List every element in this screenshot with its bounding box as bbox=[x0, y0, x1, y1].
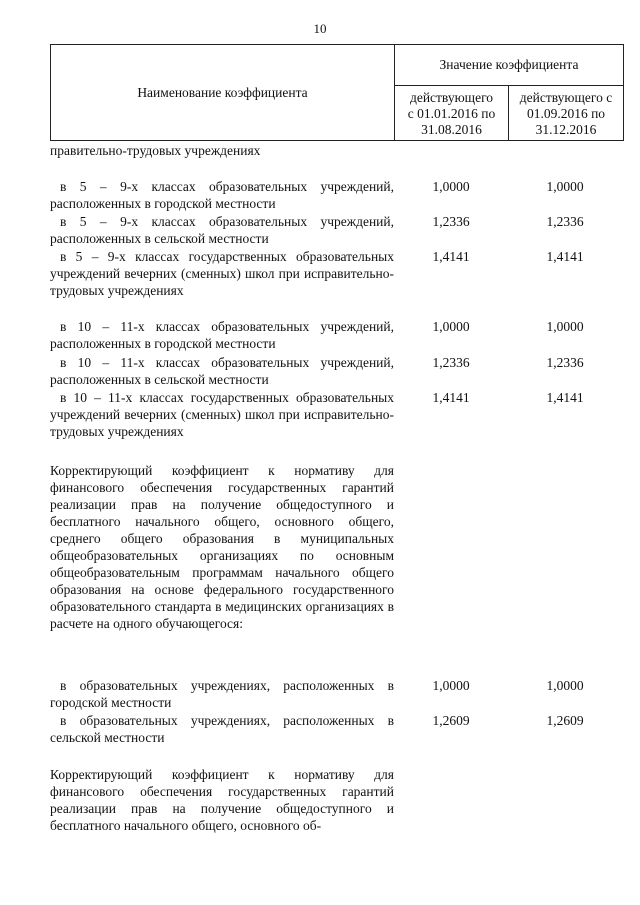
table-header bbox=[50, 44, 624, 141]
row-label: в 10 – 11-х классах образовательных учреждений, расположенных в сельской местности bbox=[50, 355, 394, 387]
row-label: в 5 – 9-х классах образовательных учреждений, расположенных в городской местности bbox=[50, 179, 394, 211]
row-value-period-2: 1,0000 bbox=[546, 319, 584, 334]
row-value-period-1: 1,2336 bbox=[432, 355, 470, 370]
column-header-period-1: действующего с 01.01.2016 по 31.08.2016 bbox=[395, 86, 509, 141]
continuation-text: правительно-трудовых учреждениях bbox=[50, 143, 261, 158]
column-header-value-group: Значение коэффициента bbox=[395, 45, 624, 86]
row-label: в 5 – 9-х классах государственных образовательных учреждений вечерних (сменных) школ при исправительно-трудовых учреждениях bbox=[50, 249, 394, 298]
row-label: в 10 – 11-х классах образовательных учреждений, расположенных в городской местности bbox=[50, 319, 394, 351]
row-value-period-1: 1,4141 bbox=[432, 249, 470, 264]
row-value-period-2: 1,2609 bbox=[546, 713, 584, 728]
column-header-name: Наименование коэффициента bbox=[51, 45, 395, 141]
paragraph-coefficient-medical: Корректирующий коэффициент к нормативу для финансового обеспечения государственных гарантий реализации прав на получение общедоступного и бесплатного начального общего, основного общего, среднего общего образования в муниципальных общеобразовательных организациях по основным общеобразовательным программам начального общего образования на основе федерального государственного образовательного стандарта в медицинских организациях в расчете на одного обучающегося: bbox=[50, 463, 394, 631]
row-label: в образовательных учреждениях, расположенных в городской местности bbox=[50, 678, 394, 710]
row-value-period-1: 1,0000 bbox=[432, 179, 470, 194]
row-value-period-1: 1,0000 bbox=[432, 678, 470, 693]
page-number: 10 bbox=[313, 21, 327, 36]
row-label: в образовательных учреждениях, расположенных в сельской местности bbox=[50, 713, 394, 745]
row-value-period-1: 1,2609 bbox=[432, 713, 470, 728]
row-value-period-2: 1,2336 bbox=[546, 214, 584, 229]
row-value-period-1: 1,2336 bbox=[432, 214, 470, 229]
row-value-period-1: 1,4141 bbox=[432, 390, 470, 405]
row-value-period-2: 1,4141 bbox=[546, 249, 584, 264]
column-header-period-2: действующего с 01.09.2016 по 31.12.2016 bbox=[509, 86, 624, 141]
row-value-period-2: 1,0000 bbox=[546, 179, 584, 194]
paragraph-coefficient-next: Корректирующий коэффициент к нормативу для финансового обеспечения государственных гарантий реализации прав на получение общедоступного и бесплатного начального общего, основного об- bbox=[50, 767, 394, 833]
row-value-period-1: 1,0000 bbox=[432, 319, 470, 334]
row-value-period-2: 1,2336 bbox=[546, 355, 584, 370]
row-label: в 10 – 11-х классах государственных образовательных учреждений вечерних (сменных) школ при исправительно-трудовых учреждениях bbox=[50, 390, 394, 439]
row-value-period-2: 1,4141 bbox=[546, 390, 584, 405]
row-value-period-2: 1,0000 bbox=[546, 678, 584, 693]
row-label: в 5 – 9-х классах образовательных учреждений, расположенных в сельской местности bbox=[50, 214, 394, 246]
